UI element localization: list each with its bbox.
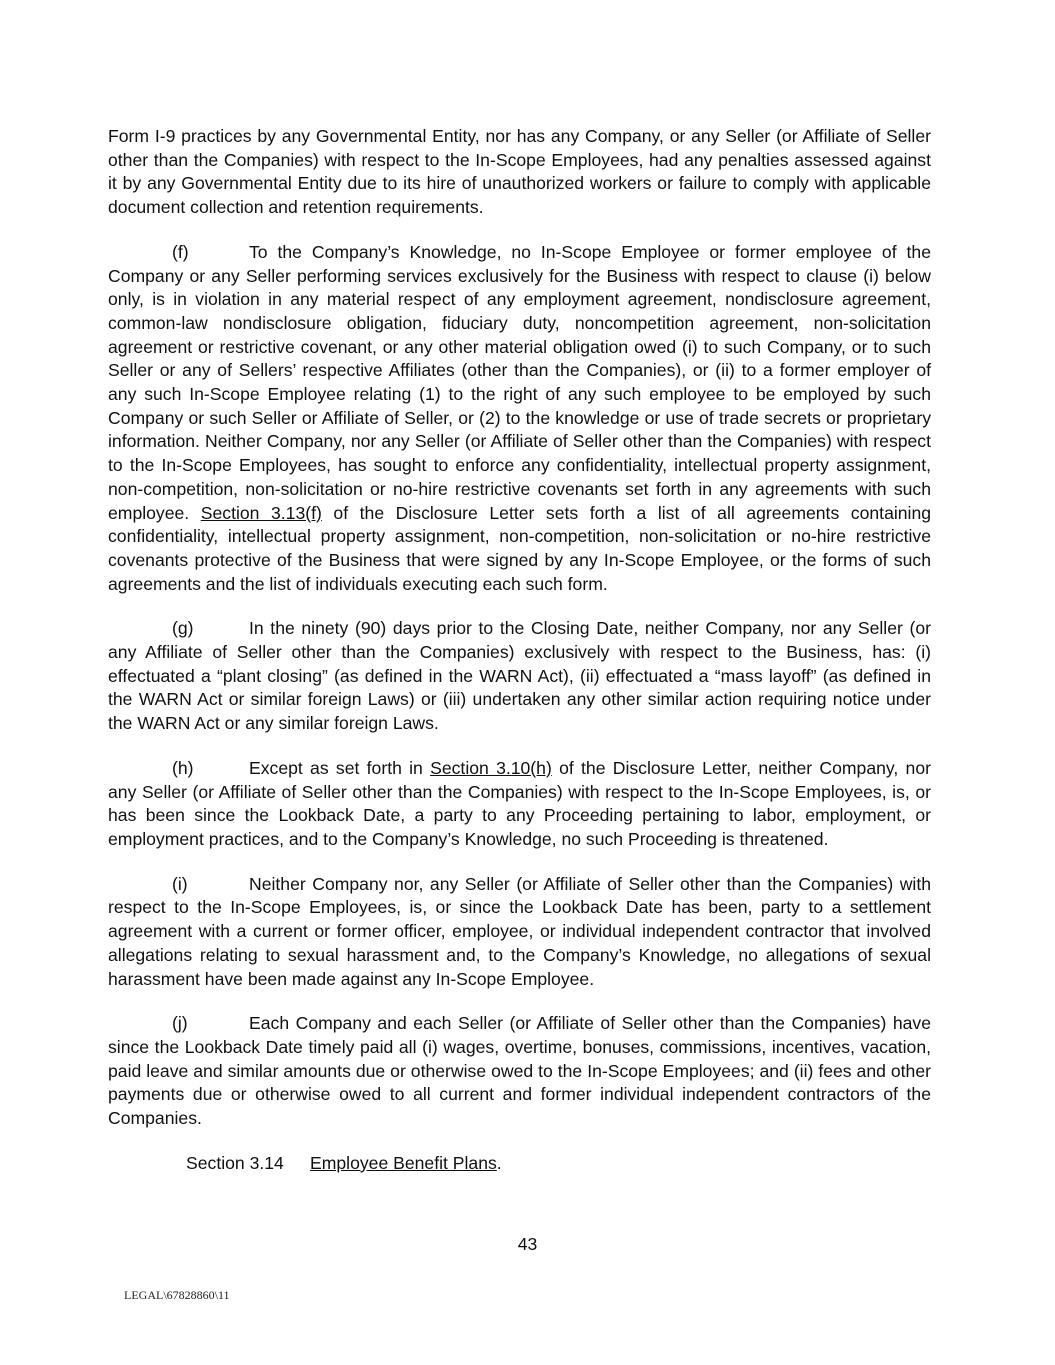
body-text xyxy=(108,125,931,1175)
page-number: 43 xyxy=(517,1234,538,1254)
paragraph-f-text-after: of the Disclosure Letter sets forth a list of all agreements containing confidentiality, intellectual property assignment, non-competition, non-solicitation or no-hire restrictive covenants protective of the Business that were signed by any In-Scope Employee, or the forms of such agreements and the list of individuals executing each such form. xyxy=(108,502,932,594)
paragraph-j-text: Each Company and each Seller (or Affiliate of Seller other than the Companies) have since the Lookback Date timely paid all (i) wages, overtime, bonuses, commissions, incentives, vacation, paid leave and similar amounts due or otherwise owed to the In-Scope Employees; and (ii) fees and other payments due or otherwise owed to all current and former individual independent contractors of the Companies. xyxy=(108,1013,931,1129)
paragraph-f-marker: (f) xyxy=(172,241,189,262)
section-3-10h-reference: Section 3.10(h) xyxy=(430,757,552,778)
section-3-13f-reference: Section 3.13(f) xyxy=(200,502,322,523)
section-heading xyxy=(108,1152,931,1176)
paragraph-h-text-before: Except as set forth in xyxy=(249,757,431,778)
paragraph-j-marker: (j) xyxy=(172,1013,188,1034)
section-number: Section 3.14 xyxy=(186,1152,284,1173)
paragraph-j xyxy=(108,1012,931,1131)
paragraph-i xyxy=(108,873,931,992)
document-id-footer: LEGAL\67828860\11 xyxy=(124,1288,230,1302)
paragraph-g xyxy=(108,617,931,736)
paragraph-h-marker: (h) xyxy=(172,757,194,778)
section-title-punct: . xyxy=(496,1152,502,1173)
paragraph-i-text: Neither Company nor, any Seller (or Affiliate of Seller other than the Companies) with respect to the In-Scope Employees, is, or since the Lookback Date has been, party to a settlement agreement with a current or former officer, employee, or individual independent contractor that involved allegations relating to sexual harassment and, to the Company’s Knowledge, no allegations of sexual harassment have been made against any In-Scope Employee. xyxy=(108,873,931,989)
paragraph-f xyxy=(108,241,931,597)
paragraph-intro xyxy=(108,125,931,220)
paragraph-intro-text: Form I-9 practices by any Governmental Entity, nor has any Company, or any Seller (or Affiliate of Seller other than the Companies) with respect to the In-Scope Employees, had any penalties assessed against it by any Governmental Entity due to its hire of unauthorized workers or failure to comply with applicable document collection and retention requirements. xyxy=(108,126,931,218)
paragraph-i-marker: (i) xyxy=(172,873,188,894)
paragraph-g-text: In the ninety (90) days prior to the Closing Date, neither Company, nor any Seller (or any Affiliate of Seller other than the Companies) exclusively with respect to the Business, has: (i) effectuated a “plant closing” (as defined in the WARN Act), (ii) effectuated a “mass layoff” (as defined in the WARN Act or similar foreign Laws) or (iii) undertaken any other similar action requiring notice under the WARN Act or any similar foreign Laws. xyxy=(108,618,931,734)
paragraph-h-text-after: of the Disclosure Letter, neither Company, nor any Seller (or Affiliate of Seller other than the Companies) with respect to the In-Scope Employees, is, or has been since the Lookback Date, a party to any Proceeding pertaining to labor, employment, or employment practices, and to the Company’s Knowledge, no such Proceeding is threatened. xyxy=(108,757,931,849)
section-title: Employee Benefit Plans xyxy=(310,1152,497,1173)
paragraph-f-text-before: To the Company’s Knowledge, no In-Scope Employee or former employee of the Company or any Seller performing services exclusively for the Business with respect to clause (i) below only, is in violation in any material respect of any employment agreement, nondisclosure agreement, common-law nondisclosure obligation, fiduciary duty, noncompetition agreement, non-solicitation agreement or restrictive covenant, or any other material obligation owed (i) to such Company, or to such Seller or any of Sellers’ respective Affiliates (other than the Companies), or (ii) to a former employer of any such In-Scope Employee relating (1) to the right of any such employee to be employed by such Company or such Seller or Affiliate of Seller, or (2) to the knowledge or use of trade secrets or proprietary information. Neither Company, nor any Seller (or Affiliate of Seller other than the Companies) with respect to the In-Scope Employees, has sought to enforce any confidentiality, intellectual property assignment, non-competition, non-solicitation or no-hire restrictive covenants set forth in any agreements with such employee. xyxy=(108,241,931,523)
paragraph-h xyxy=(108,757,931,852)
paragraph-g-marker: (g) xyxy=(172,618,194,639)
